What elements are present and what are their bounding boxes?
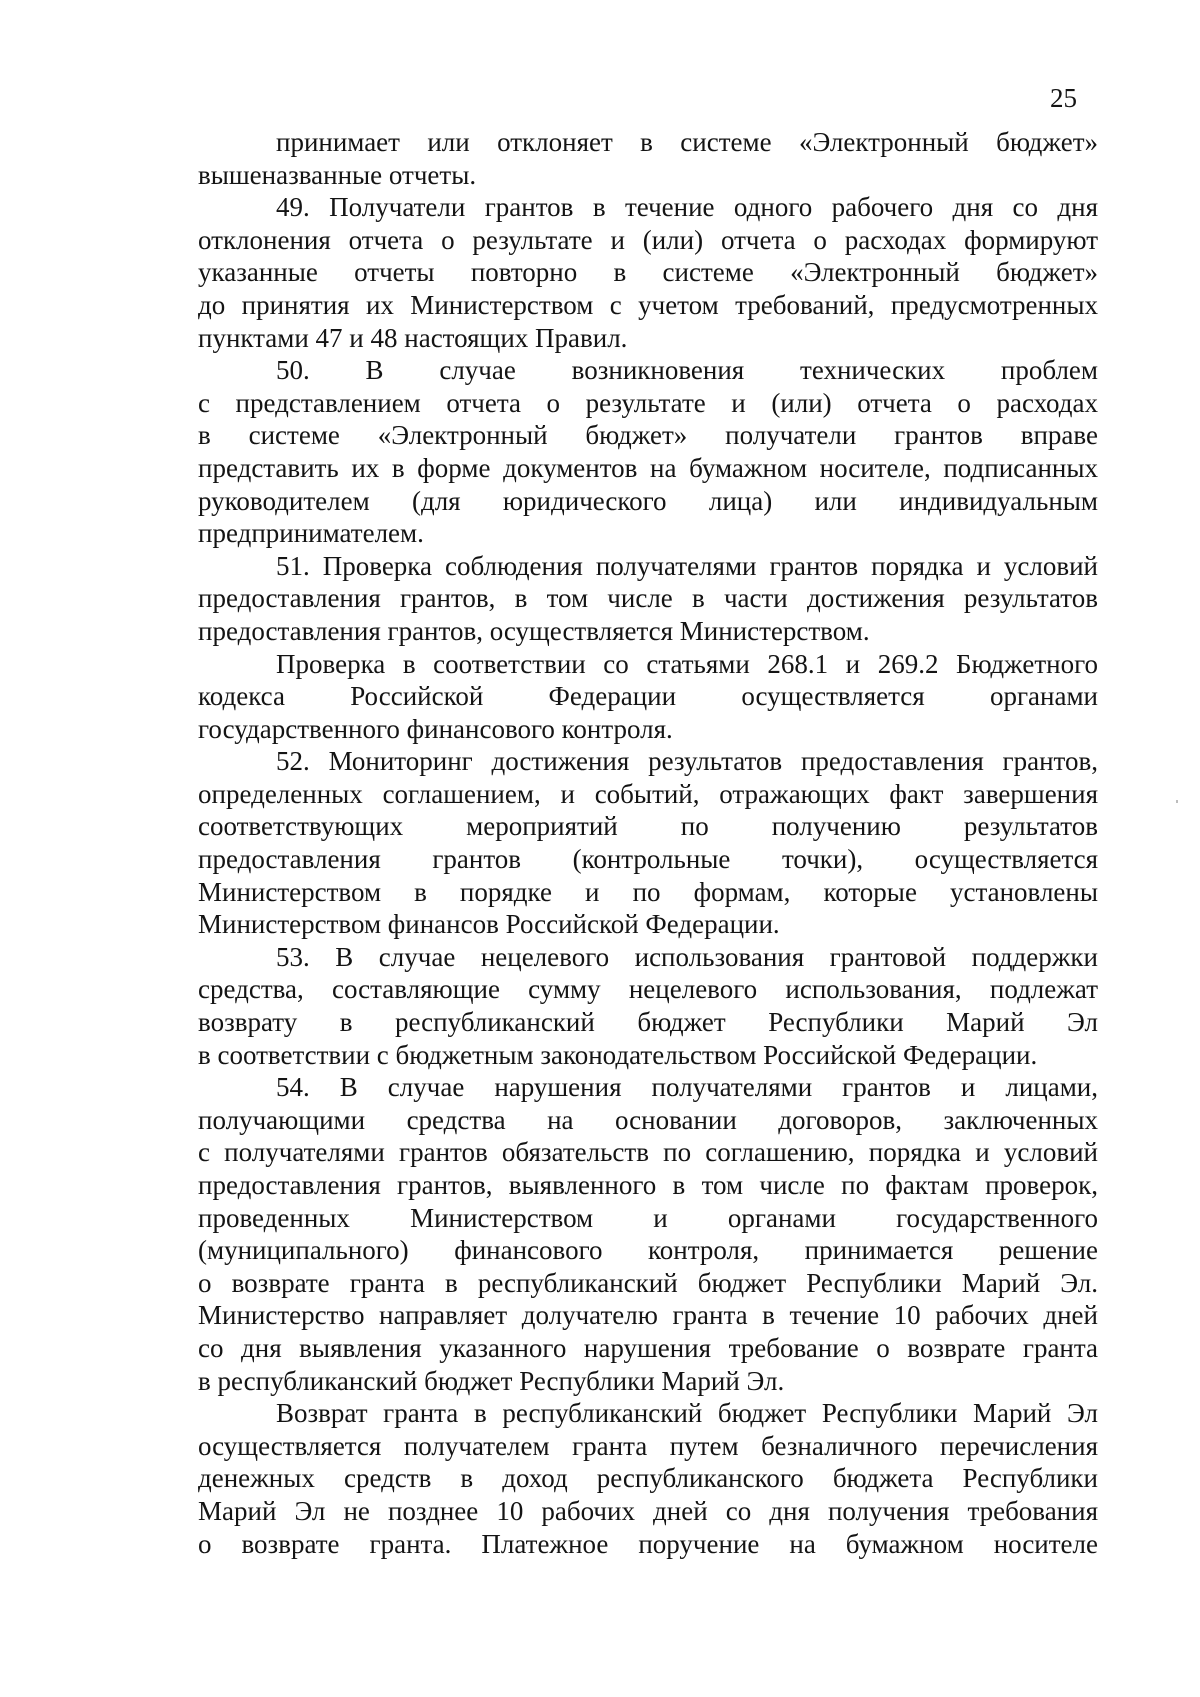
text-line: осуществляется получателем гранта путем безналичного перечисления xyxy=(198,1430,1098,1461)
text-line: предоставления грантов (контрольные точки), осуществляется xyxy=(198,844,1098,875)
text-line: предоставления грантов, осуществляется Министерством. xyxy=(198,615,870,646)
page-number: 25 xyxy=(1050,83,1077,113)
text-line: предоставления грантов, в том числе в части достижения результатов xyxy=(198,583,1098,614)
text-line: 52. Мониторинг достижения результатов предоставления грантов, xyxy=(276,746,1098,777)
text-line: вышеназванные отчеты. xyxy=(198,159,477,190)
text-line: предоставления грантов, выявленного в том числе по фактам проверок, xyxy=(198,1170,1098,1200)
text-line: со дня выявления указанного нарушения требование о возврате гранта xyxy=(198,1332,1098,1363)
text-line: средства, составляющие сумму нецелевого использования, подлежат xyxy=(198,974,1098,1005)
text-line: денежных средств в доход республиканского бюджета Республики xyxy=(198,1463,1098,1494)
text-line: Министерство направляет долучателю гранта в течение 10 рабочих дней xyxy=(198,1300,1098,1331)
text-line: указанные отчеты повторно в системе «Электронный бюджет» xyxy=(198,257,1098,288)
text-line: в республиканский бюджет Республики Марий Эл. xyxy=(198,1365,785,1396)
text-line: 54. В случае нарушения получателями грантов и лицами, xyxy=(276,1072,1098,1103)
text-line: отклонения отчета о результате и (или) отчета о расходах формируют xyxy=(198,224,1098,255)
text-line: соответствующих мероприятий по получению результатов xyxy=(198,811,1098,842)
text-line: до принятия их Министерством с учетом требований, предусмотренных xyxy=(198,289,1098,320)
text-line: получающими средства на основании договоров, заключенных xyxy=(198,1104,1098,1135)
text-line: предпринимателем. xyxy=(198,518,424,549)
text-line: Проверка в соответствии со статьями 268.1 и 269.2 Бюджетного xyxy=(276,648,1098,679)
text-line: 50. В случае возникновения технических проблем xyxy=(276,355,1098,386)
text-line: о возврате гранта. Платежное поручение на бумажном носителе xyxy=(198,1528,1098,1559)
text-line: в системе «Электронный бюджет» получатели грантов вправе xyxy=(198,420,1098,451)
text-line: Возврат гранта в республиканский бюджет Республики Марий Эл xyxy=(276,1398,1098,1429)
text-line: о возврате гранта в республиканский бюджет Республики Марий Эл. xyxy=(198,1267,1098,1298)
text-line: с получателями грантов обязательств по соглашению, порядка и условий xyxy=(198,1137,1098,1168)
text-line: представить их в форме документов на бумажном носителе, подписанных xyxy=(198,452,1098,483)
text-line: пунктами 47 и 48 настоящих Правил. xyxy=(198,322,628,353)
text-line: в соответствии с бюджетным законодательством Российской Федерации. xyxy=(198,1039,1038,1070)
scan-artifact xyxy=(1176,800,1178,803)
text-line: 51. Проверка соблюдения получателями грантов порядка и условий xyxy=(276,550,1098,581)
text-line: 53. В случае нецелевого использования грантовой поддержки xyxy=(276,941,1098,972)
text-line: принимает или отклоняет в системе «Электронный бюджет» xyxy=(276,127,1098,157)
text-line: 49. Получатели грантов в течение одного рабочего дня со дня xyxy=(276,192,1098,223)
text-line: государственного финансового контроля. xyxy=(198,713,673,744)
text-line: проведенных Министерством и органами государственного xyxy=(198,1202,1098,1233)
text-line: руководителем (для юридического лица) или индивидуальным xyxy=(198,485,1098,516)
text-line: возврату в республиканский бюджет Республики Марий Эл xyxy=(198,1007,1098,1038)
text-line: кодекса Российской Федерации осуществляется органами xyxy=(198,681,1098,712)
text-line: Министерством финансов Российской Федерации. xyxy=(198,909,780,940)
text-line: с представлением отчета о результате и (или) отчета о расходах xyxy=(198,387,1098,418)
document-body xyxy=(198,126,1098,1560)
text-line: определенных соглашением, и событий, отражающих факт завершения xyxy=(198,778,1098,809)
text-line: (муниципального) финансового контроля, принимается решение xyxy=(198,1235,1098,1266)
text-line: Марий Эл не позднее 10 рабочих дней со дня получения требования xyxy=(198,1495,1098,1526)
text-line: Министерством в порядке и по формам, которые установлены xyxy=(198,876,1098,907)
